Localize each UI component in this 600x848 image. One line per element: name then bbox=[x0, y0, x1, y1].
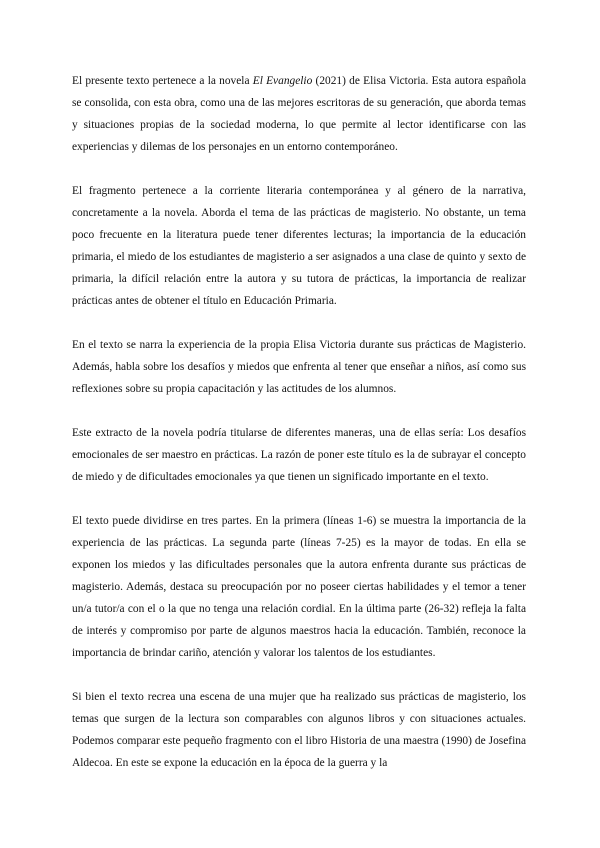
document-body bbox=[72, 70, 526, 774]
paragraph-intro-lead: El presente texto pertenece a la novela bbox=[72, 75, 253, 87]
novel-title: El Evangelio bbox=[252, 75, 313, 87]
paragraph-title: Este extracto de la novela podría titularse de diferentes maneras, una de ellas sería: Los desafíos emocionales de ser maestro en prácticas. La razón de poner este título es la de subrayar el concepto de miedo y de dificultades emocionales ya que tienen un significado importante en el texto. bbox=[72, 427, 526, 483]
paragraph-comparison: Si bien el texto recrea una escena de una mujer que ha realizado sus prácticas de magisterio, los temas que surgen de la lectura son comparables con algunos libros y con situaciones actuales. Podemos comparar este pequeño fragmento con el libro Historia de una maestra (1990) de Josefina Aldecoa. En este se expone la educación en la época de la guerra y la bbox=[72, 691, 526, 769]
paragraph-intro bbox=[72, 70, 526, 158]
paragraph-intro-rest: (2021) de Elisa Victoria. Esta autora española se consolida, con esta obra, como una de las mejores escritoras de su generación, que aborda temas y situaciones propias de la sociedad moderna, lo que permite al lector identificarse con las experiencias y dilemas de los personajes en un entorno contemporáneo. bbox=[72, 75, 527, 153]
paragraph-genre: El fragmento pertenece a la corriente literaria contemporánea y al género de la narrativa, concretamente a la novela. Aborda el tema de las prácticas de magisterio. No obstante, un tema poco frecuente en la literatura puede tener diferentes lecturas; la importancia de la educación primaria, el miedo de los estudiantes de magisterio a ser asignados a una clase de quinto y sexto de primaria, la difícil relación entre la autora y su tutora de prácticas, la importancia de realizar prácticas antes de obtener el título en Educación Primaria. bbox=[72, 185, 526, 307]
paragraph-summary: En el texto se narra la experiencia de la propia Elisa Victoria durante sus prácticas de Magisterio. Además, habla sobre los desafíos y miedos que enfrenta al tener que enseñar a niños, así como sus reflexiones sobre su propia capacitación y las actitudes de los alumnos. bbox=[72, 339, 526, 395]
paragraph-structure: El texto puede dividirse en tres partes. En la primera (líneas 1-6) se muestra la importancia de la experiencia de las prácticas. La segunda parte (líneas 7-25) es la mayor de todas. En ella se exponen los miedos y las dificultades personales que la autora enfrenta durante sus prácticas de magisterio. Además, destaca su preocupación por no poseer ciertas habilidades y el temor a tener un/a tutor/a con el o la que no tenga una relación cordial. En la última parte (26-32) refleja la falta de interés y compromiso por parte de algunos maestros hacia la educación. También, reconoce la importancia de brindar cariño, atención y valorar los talentos de los estudiantes. bbox=[72, 515, 526, 659]
